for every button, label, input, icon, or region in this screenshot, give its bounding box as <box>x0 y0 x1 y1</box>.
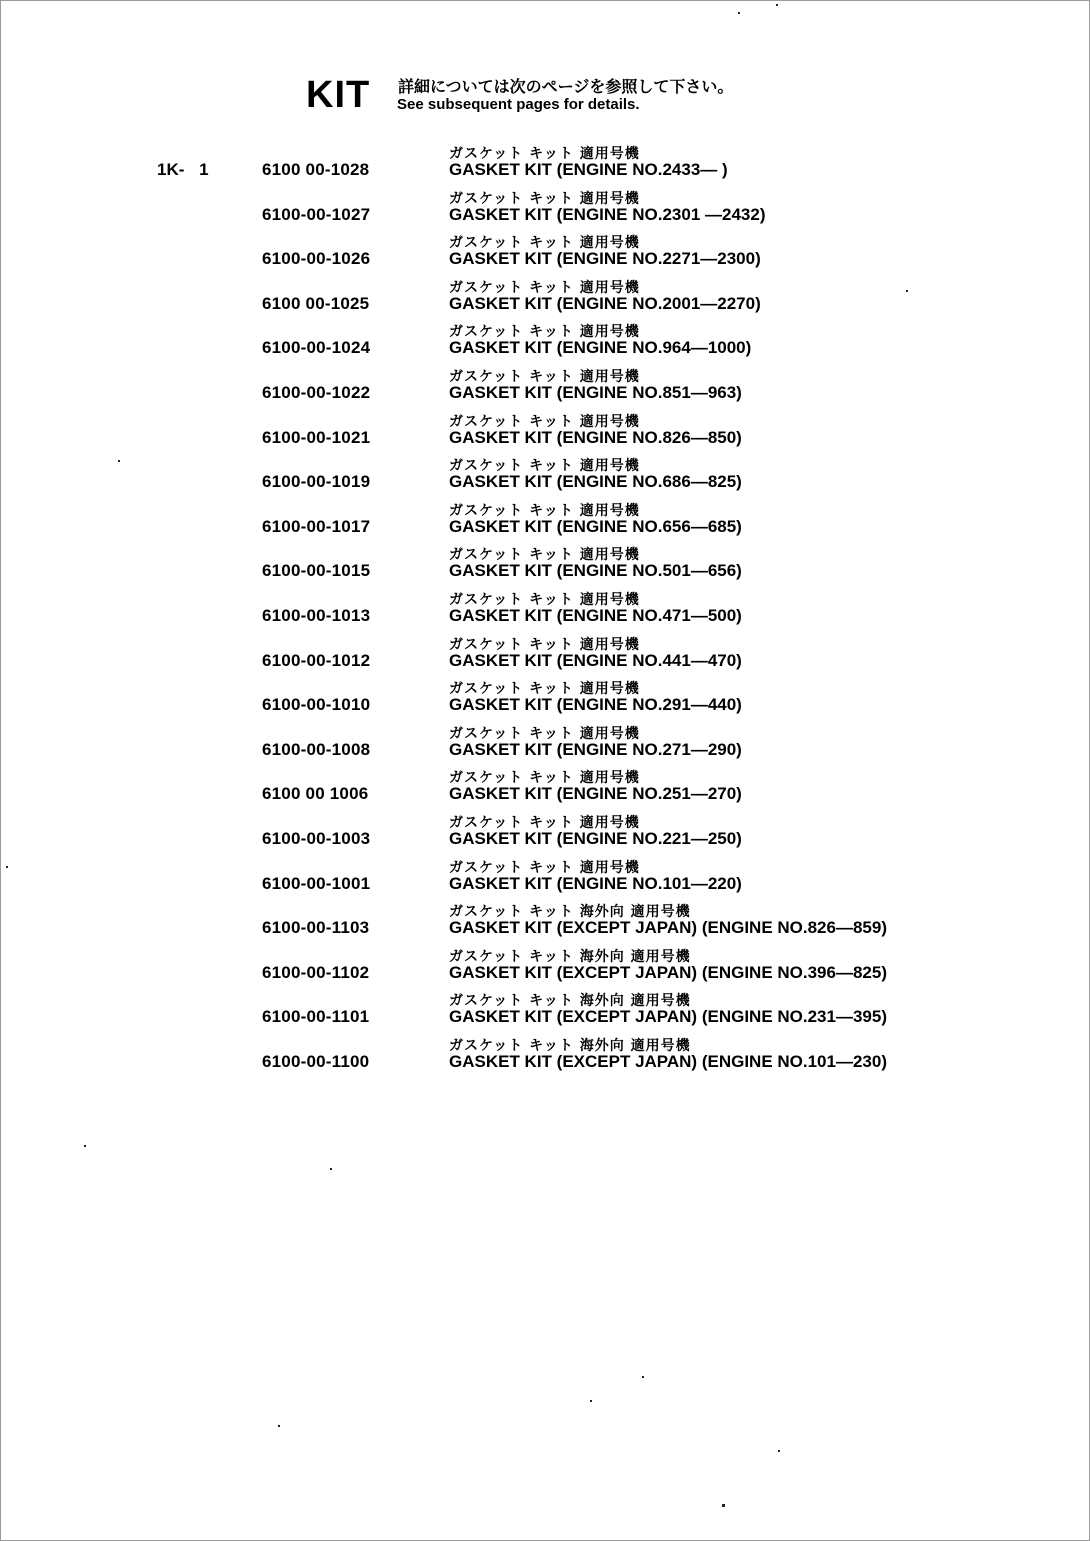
page-title: KIT <box>306 74 371 116</box>
part-name-en: GASKET KIT (ENGINE NO.656—685) <box>449 516 742 536</box>
scan-speck <box>776 4 778 6</box>
part-row <box>0 990 1090 1035</box>
part-row <box>0 366 1090 411</box>
part-row <box>0 1035 1090 1080</box>
part-row <box>0 812 1090 857</box>
part-number: 6100-00-1017 <box>262 516 371 536</box>
scan-speck <box>590 1400 592 1402</box>
scan-speck <box>330 1168 332 1170</box>
part-number: 6100 00-1025 <box>262 293 370 313</box>
part-name-en: GASKET KIT (ENGINE NO.221—250) <box>449 828 742 848</box>
part-name-en: GASKET KIT (ENGINE NO.291—440) <box>449 695 742 715</box>
part-name-en: GASKET KIT (ENGINE NO.826—850) <box>449 427 742 447</box>
part-number: 6100-00-1024 <box>262 338 371 358</box>
part-name-jp: ガスケット キット 適用号機 <box>449 814 640 831</box>
part-number: 6100-00-1015 <box>262 561 371 581</box>
part-name-jp: ガスケット キット 海外向 適用号機 <box>449 904 691 921</box>
part-name-en: GASKET KIT (EXCEPT JAPAN) (ENGINE NO.101—230) <box>449 1051 887 1071</box>
part-number: 6100-00-1010 <box>262 695 371 715</box>
part-name-en: GASKET KIT (EXCEPT JAPAN) (ENGINE NO.231—395) <box>449 1007 887 1027</box>
part-number: 6100-00-1101 <box>262 1007 370 1027</box>
scan-speck <box>906 290 908 292</box>
part-name-en: GASKET KIT (ENGINE NO.686—825) <box>449 472 742 492</box>
part-name-en: GASKET KIT (ENGINE NO.2001—2270) <box>449 293 761 313</box>
scan-speck <box>778 1450 780 1452</box>
scan-speck <box>118 460 120 462</box>
part-name-jp: ガスケット キット 海外向 適用号機 <box>449 948 691 965</box>
part-row <box>0 188 1090 233</box>
part-name-en: GASKET KIT (EXCEPT JAPAN) (ENGINE NO.396—825) <box>449 962 887 982</box>
part-number: 6100-00-1102 <box>262 962 370 982</box>
part-number: 6100-00-1019 <box>262 472 371 492</box>
part-name-jp: ガスケット キット 適用号機 <box>449 591 640 608</box>
part-name-en: GASKET KIT (ENGINE NO.271—290) <box>449 739 742 759</box>
part-row <box>0 723 1090 768</box>
part-row <box>0 901 1090 946</box>
part-name-jp: ガスケット キット 適用号機 <box>449 146 640 162</box>
scan-speck <box>84 1145 86 1147</box>
part-number: 6100-00-1003 <box>262 828 371 848</box>
scan-speck <box>738 12 740 14</box>
part-row <box>0 946 1090 991</box>
part-row <box>0 589 1090 634</box>
part-number: 6100 00-1028 <box>262 160 370 179</box>
part-name-en: GASKET KIT (ENGINE NO.2301 —2432) <box>449 204 766 224</box>
part-number: 6100-00-1022 <box>262 382 371 402</box>
part-name-jp: ガスケット キット 適用号機 <box>449 324 640 341</box>
part-number: 6100-00-1027 <box>262 204 371 224</box>
part-name-en: GASKET KIT (ENGINE NO.2271—2300) <box>449 249 761 269</box>
scan-speck <box>722 1504 725 1507</box>
header-note-jp: 詳細については次のページを参照して下さい。 <box>398 77 734 96</box>
part-row <box>0 455 1090 500</box>
part-number: 6100-00-1100 <box>262 1051 370 1071</box>
scan-speck <box>6 866 8 868</box>
part-row <box>0 767 1090 812</box>
part-number: 6100 00 1006 <box>262 784 369 804</box>
part-name-jp: ガスケット キット 適用号機 <box>449 636 640 653</box>
part-name-en: GASKET KIT (ENGINE NO.471—500) <box>449 605 742 625</box>
part-name-en: GASKET KIT (ENGINE NO.964—1000) <box>449 338 752 358</box>
part-name-jp: ガスケット キット 適用号機 <box>449 413 640 430</box>
part-row <box>0 500 1090 545</box>
part-row <box>0 544 1090 589</box>
part-row <box>0 277 1090 322</box>
part-name-jp: ガスケット キット 適用号機 <box>449 725 640 742</box>
part-name-jp: ガスケット キット 適用号機 <box>449 458 640 475</box>
scan-speck <box>278 1425 280 1427</box>
part-name-en: GASKET KIT (ENGINE NO.441—470) <box>449 650 742 670</box>
part-number: 6100-00-1103 <box>262 918 370 938</box>
part-row <box>0 232 1090 277</box>
part-number: 6100-00-1026 <box>262 249 371 269</box>
part-name-en: GASKET KIT (EXCEPT JAPAN) (ENGINE NO.826—859) <box>449 918 887 938</box>
part-name-jp: ガスケット キット 海外向 適用号機 <box>449 1037 691 1054</box>
part-name-en: GASKET KIT (ENGINE NO.2433— ) <box>449 160 728 179</box>
part-number: 6100-00-1012 <box>262 650 371 670</box>
part-row <box>0 321 1090 366</box>
part-name-jp: ガスケット キット 適用号機 <box>449 368 640 385</box>
part-name-jp: ガスケット キット 適用号機 <box>449 859 640 876</box>
part-name-jp: ガスケット キット 適用号機 <box>449 190 640 207</box>
part-name-en: GASKET KIT (ENGINE NO.851—963) <box>449 382 742 402</box>
part-name-en: GASKET KIT (ENGINE NO.501—656) <box>449 561 742 581</box>
reference-number: 1K- 1 <box>157 160 209 179</box>
part-row <box>0 634 1090 679</box>
scan-speck <box>642 1376 644 1378</box>
part-number: 6100-00-1001 <box>262 873 371 893</box>
part-row <box>0 857 1090 902</box>
part-name-en: GASKET KIT (ENGINE NO.101—220) <box>449 873 742 893</box>
parts-list <box>0 143 1090 1079</box>
part-name-jp: ガスケット キット 適用号機 <box>449 235 640 252</box>
part-name-en: GASKET KIT (ENGINE NO.251—270) <box>449 784 742 804</box>
part-row <box>0 678 1090 723</box>
part-row <box>0 143 1090 188</box>
part-name-jp: ガスケット キット 適用号機 <box>449 547 640 564</box>
part-number: 6100-00-1021 <box>262 427 371 447</box>
header-note-en: See subsequent pages for details. <box>397 96 640 113</box>
part-row <box>0 411 1090 456</box>
part-number: 6100-00-1008 <box>262 739 371 759</box>
part-name-jp: ガスケット キット 適用号機 <box>449 770 640 787</box>
part-name-jp: ガスケット キット 海外向 適用号機 <box>449 993 691 1010</box>
part-name-jp: ガスケット キット 適用号機 <box>449 502 640 519</box>
part-name-jp: ガスケット キット 適用号機 <box>449 279 640 296</box>
part-number: 6100-00-1013 <box>262 605 371 625</box>
part-name-jp: ガスケット キット 適用号機 <box>449 681 640 698</box>
